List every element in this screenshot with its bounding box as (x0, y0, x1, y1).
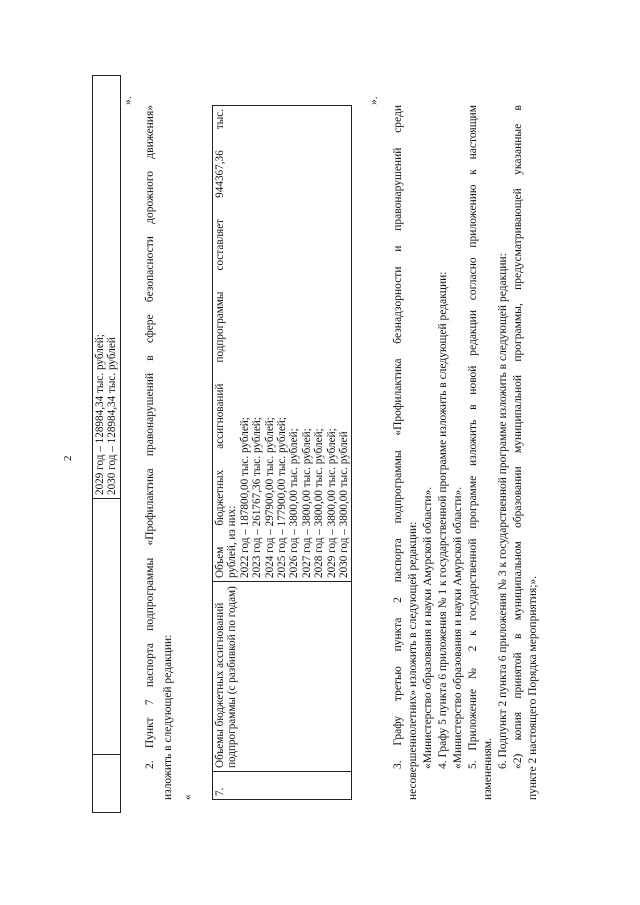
table-row (213, 106, 352, 800)
paragraph-6-line: 6. Подпункт 2 пункта 6 приложения № 3 к государственной программе изложить в следующей редакции: (497, 253, 509, 769)
paragraph-4-line: 4. Графу 5 пункта 6 приложения № 1 к государственной программе изложить в следующей редакции: (437, 271, 449, 769)
table-continuation (92, 75, 121, 813)
opening-quote: « (182, 794, 194, 800)
paragraph-2-line: 2. Пункт 7 паспорта подпрограммы «Профилактика правонарушений в сфере безопасности дорожного движения» (144, 105, 156, 769)
paragraph-3-line: несовершеннолетних» изложить в следующей редакции: (407, 521, 419, 800)
table-passport-item-7 (212, 105, 352, 800)
paragraph-6-line: «2) копия принятой в муниципальном образовании муниципальной программы, предусматривающей указанные в (512, 105, 524, 769)
funding-intro-line: Объем бюджетных ассигнований подпрограммы составляет 944367,36 тыс. (214, 109, 226, 578)
year-line: 2030 год – 3800,00 тыс. рублей (338, 431, 351, 578)
year-line: 2022 год – 187800,00 тыс. рублей; (238, 417, 251, 578)
year-line: 2027 год – 3800,00 тыс. рублей; (300, 428, 313, 578)
table-closing-quote: ». (122, 96, 134, 105)
table-cell-empty (93, 755, 121, 813)
funding-intro-line: рублей, из них: (226, 505, 239, 578)
item-label: Объемы бюджетных ассигнований подпрограммы (с разбивкой по годам) (213, 582, 352, 772)
year-line: 2025 год – 177900,00 тыс. рублей; (276, 417, 289, 578)
year-line: 2028 год – 3800,00 тыс. рублей; (313, 428, 326, 578)
rotated-page-content (0, 96, 560, 905)
table-cell-empty (93, 499, 121, 755)
paragraph-5-line: 5. Приложение № 2 к государственной программе изложить в новой редакции согласно приложению к настоящим (467, 105, 479, 769)
year-line: 2030 год – 128984,34 тыс. рублей (106, 337, 119, 495)
year-line: 2029 год – 3800,00 тыс. рублей; (325, 428, 338, 578)
paragraph-2-line: изложить в следующей редакции: (162, 634, 174, 800)
year-line: 2023 год – 261767,36 тыс. рублей; (251, 417, 264, 578)
paragraph-5-line: изменениям. (482, 738, 494, 800)
item-number: 7. (213, 772, 352, 800)
table-row (93, 76, 121, 813)
year-line: 2026 год – 3800,00 тыс. рублей; (288, 428, 301, 578)
page-number: 2 (62, 455, 74, 461)
item-value (213, 106, 352, 582)
table-closing-quote: ». (368, 96, 380, 105)
year-line: 2024 год – 297900,00 тыс. рублей; (263, 417, 276, 578)
paragraph-4-line: «Министерство образования и науки Амурской области». (452, 486, 464, 769)
table-cell-years (93, 76, 121, 499)
paragraph-3-line: «Министерство образования и науки Амурской области». (422, 486, 434, 769)
year-line: 2029 год – 128984,34 тыс. рублей; (94, 334, 106, 495)
paragraph-3-line: 3. Графу третью пункта 2 паспорта подпрограммы «Профилактика безнадзорности и правонарушений среди (392, 105, 404, 769)
paragraph-6-line: пункте 2 настоящего Порядка мероприятия;». (527, 575, 539, 800)
